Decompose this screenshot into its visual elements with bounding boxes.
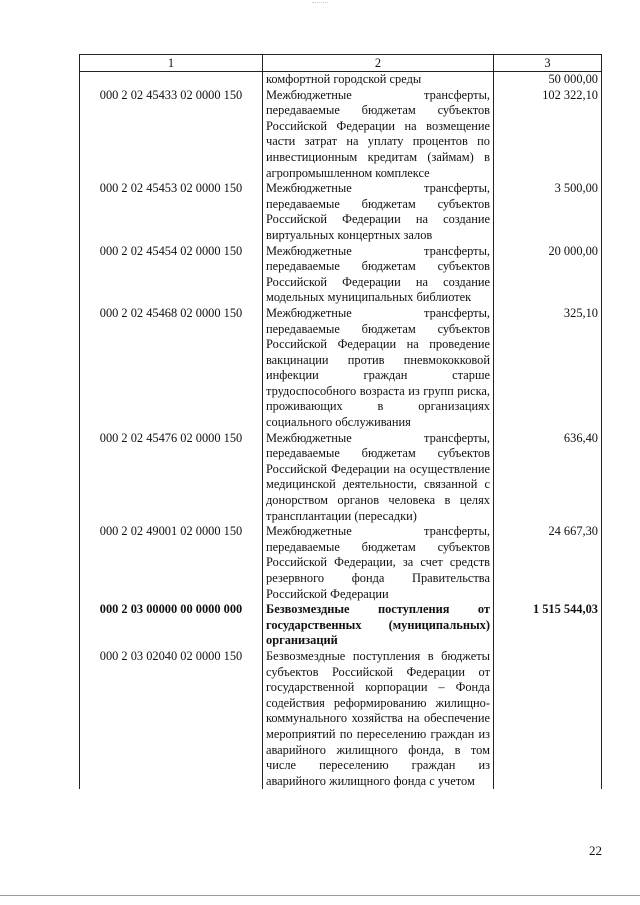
row-amount: 3 500,00 <box>494 181 602 243</box>
row-description: Межбюджетные трансферты, передаваемые бюджетам субъектов Российской Федерации на создание виртуальных концертных залов <box>263 181 494 243</box>
row-amount: 50 000,00 <box>494 72 602 88</box>
table-row <box>80 524 602 602</box>
row-amount: 20 000,00 <box>494 244 602 306</box>
row-code: 000 2 02 45476 02 0000 150 <box>80 431 263 525</box>
row-code <box>80 72 263 88</box>
row-description: Безвозмездные поступления в бюджеты субъектов Российской Федерации от государственной корпорации – Фонда содействия реформированию жилищно-коммунального хозяйства на обеспечение мероприятий по переселению граждан из аварийного жилищного фонда, в том числе переселению граждан из аварийного жилищного фонда с учетом <box>263 649 494 789</box>
table-row <box>80 181 602 243</box>
row-amount: 636,40 <box>494 431 602 525</box>
page-bottom-rule <box>0 895 640 896</box>
row-code: 000 2 02 45454 02 0000 150 <box>80 244 263 306</box>
row-amount: 24 667,30 <box>494 524 602 602</box>
table-row <box>80 244 602 306</box>
row-code: 000 2 02 45453 02 0000 150 <box>80 181 263 243</box>
row-description: Межбюджетные трансферты, передаваемые бюджетам субъектов Российской Федерации на создание модельных муниципальных библиотек <box>263 244 494 306</box>
row-amount: 1 515 544,03 <box>494 602 602 649</box>
row-description: Межбюджетные трансферты, передаваемые бюджетам субъектов Российской Федерации на осуществление медицинской деятельности, связанной с донорством органов человека в целях трансплантации (пересадки) <box>263 431 494 525</box>
table-row-group-heading <box>80 602 602 649</box>
row-code: 000 2 03 02040 02 0000 150 <box>80 649 263 789</box>
header-row <box>80 55 602 72</box>
column-header-1: 1 <box>80 55 263 72</box>
scan-artifact <box>312 2 328 9</box>
row-description: Межбюджетные трансферты, передаваемые бюджетам субъектов Российской Федерации на возмещение части затрат на уплату процентов по инвестиционным кредитам (займам) в агропромышленном комплексе <box>263 88 494 182</box>
row-description: комфортной городской среды <box>263 72 494 88</box>
row-code: 000 2 02 45468 02 0000 150 <box>80 306 263 431</box>
row-amount <box>494 649 602 789</box>
row-amount: 325,10 <box>494 306 602 431</box>
table-row <box>80 306 602 431</box>
row-code: 000 2 02 45433 02 0000 150 <box>80 88 263 182</box>
row-description: Безвозмездные поступления от государственных (муниципальных) организаций <box>263 602 494 649</box>
row-code: 000 2 02 49001 02 0000 150 <box>80 524 263 602</box>
budget-revenue-table <box>79 54 602 789</box>
table-row <box>80 649 602 789</box>
row-code: 000 2 03 00000 00 0000 000 <box>80 602 263 649</box>
column-header-3: 3 <box>494 55 602 72</box>
table-row <box>80 88 602 182</box>
table-row <box>80 431 602 525</box>
table-row <box>80 72 602 88</box>
row-amount: 102 322,10 <box>494 88 602 182</box>
row-description: Межбюджетные трансферты, передаваемые бюджетам субъектов Российской Федерации, за счет средств резервного фонда Правительства Российской Федерации <box>263 524 494 602</box>
page-number: 22 <box>589 843 602 858</box>
column-header-2: 2 <box>263 55 494 72</box>
row-description: Межбюджетные трансферты, передаваемые бюджетам субъектов Российской Федерации на проведение вакцинации против пневмококковой инфекции граждан старше трудоспособного возраста из групп риска, проживающих в организациях социального обслуживания <box>263 306 494 431</box>
